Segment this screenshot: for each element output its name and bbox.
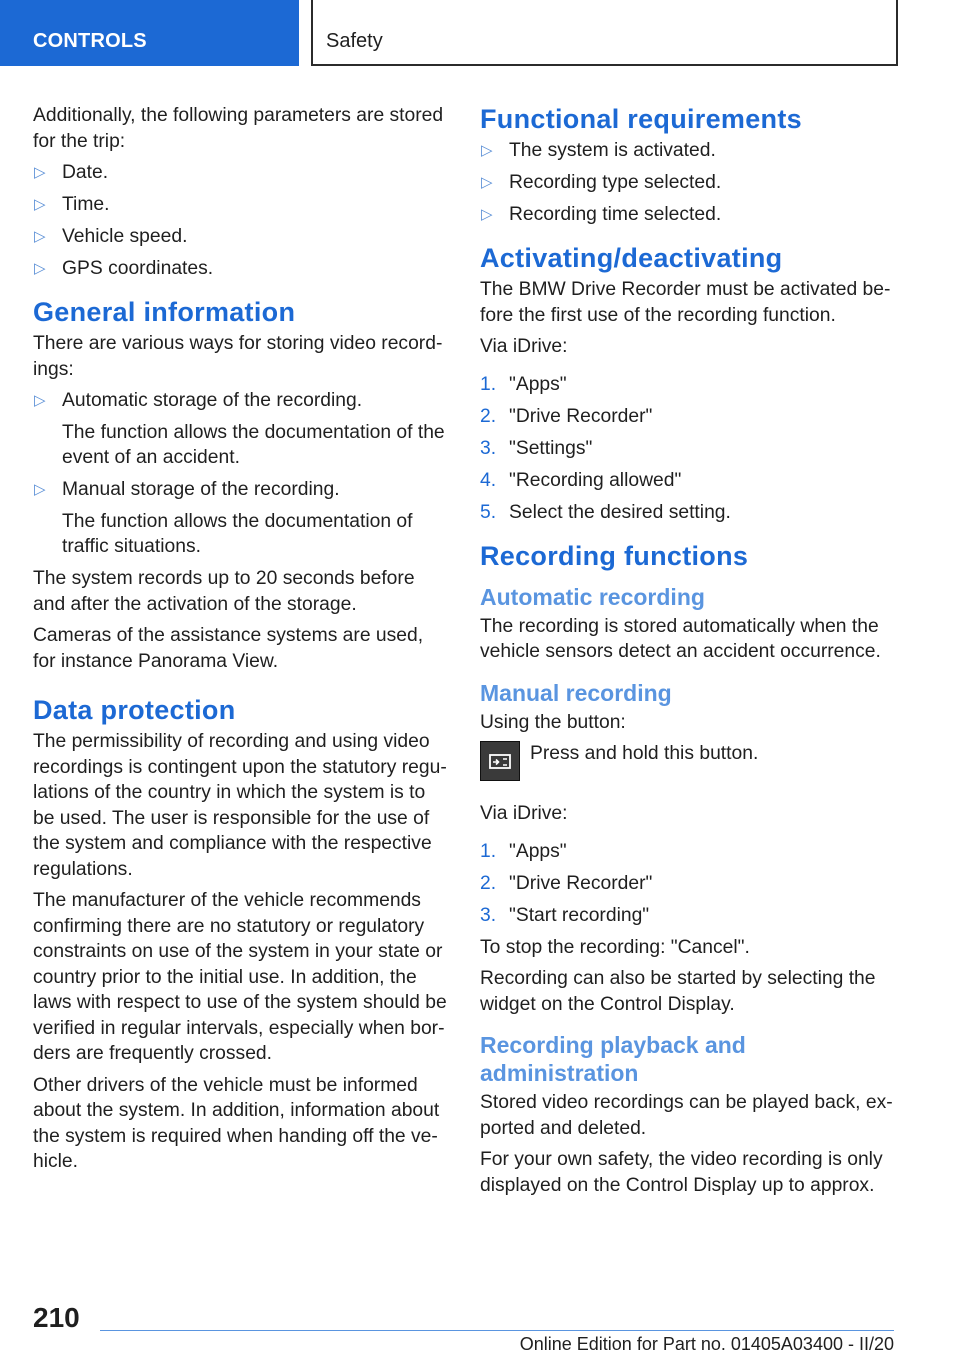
- list-item: 1. "Apps": [480, 373, 567, 395]
- triangle-bullet-icon: ▷: [34, 481, 46, 498]
- list-item: 5. Select the desired setting.: [480, 501, 731, 523]
- list-item: 2. "Drive Recorder": [480, 872, 653, 894]
- automatic-recording-heading: Automatic recording: [480, 583, 705, 610]
- via-idrive-label-2: Via iDrive:: [480, 803, 568, 824]
- right-column: [480, 103, 894, 1204]
- widget-paragraph: Recording can also be started by selecting the widget on the Control Display.: [480, 968, 876, 1015]
- playback-heading: Recording playback and administration: [480, 1032, 746, 1086]
- using-button-label: Using the button:: [480, 711, 626, 733]
- list-item: ▷ The system is activated.: [480, 138, 894, 164]
- recording-functions-heading: Recording functions: [480, 540, 749, 571]
- manual-recording-heading: Manual recording: [480, 679, 672, 706]
- requirements-list: [480, 138, 894, 228]
- list-item: ▷ Vehicle speed.: [33, 224, 448, 250]
- list-item: 2. "Drive Recorder": [480, 405, 653, 427]
- triangle-bullet-icon: ▷: [481, 206, 493, 223]
- page-header: [0, 0, 960, 66]
- data-protection-heading: Data protection: [33, 695, 236, 725]
- left-column: [33, 103, 448, 1181]
- list-item: 4. "Recording allowed": [480, 469, 682, 491]
- list-item: ▷ Recording type selected.: [480, 170, 894, 196]
- triangle-bullet-icon: ▷: [34, 164, 46, 181]
- protection-paragraph-1: The permissibility of recording and using video recordings is contingent upon the statutory regulations of the country in which the system is to be used. The user is responsible for the use of the system and compliance with the respective regulations.: [33, 731, 447, 880]
- triangle-bullet-icon: ▷: [34, 196, 46, 213]
- list-item: ▷ GPS coordinates.: [33, 256, 448, 282]
- record-button-icon: [480, 741, 520, 781]
- intro-paragraph: Additionally, the following parameters are stored for the trip:: [33, 105, 444, 152]
- automatic-paragraph: The recording is stored automatically when the vehicle sensors detect an accident occurrence.: [480, 615, 881, 662]
- footer-divider: [100, 1330, 894, 1331]
- list-item: 3. "Start recording": [480, 904, 650, 926]
- storage-method-list: [33, 388, 448, 560]
- triangle-bullet-icon: ▷: [34, 392, 46, 409]
- edition-footer: Online Edition for Part no. 01405A03400 - II/20: [519, 1334, 894, 1354]
- chapter-box: [311, 0, 898, 66]
- activating-paragraph: The BMW Drive Recorder must be activated before the first use of the recording function.: [480, 279, 891, 326]
- triangle-bullet-icon: ▷: [481, 142, 493, 159]
- section-tab: [0, 0, 299, 66]
- triangle-bullet-icon: ▷: [481, 174, 493, 191]
- activation-steps: [480, 372, 894, 526]
- playback-paragraph-1: Stored video recordings can be played back, exported and deleted.: [480, 1092, 893, 1139]
- activating-heading: Activating/deactivating: [480, 243, 783, 273]
- stop-recording-paragraph: To stop the recording: "Cancel".: [480, 936, 750, 958]
- list-item: ▷ Time.: [33, 192, 448, 218]
- manual-steps: [480, 839, 894, 929]
- triangle-bullet-icon: ▷: [34, 260, 46, 277]
- general-intro: There are various ways for storing video recordings:: [33, 333, 443, 380]
- chapter-title: Safety: [326, 30, 383, 52]
- functional-requirements-heading: Functional requirements: [480, 104, 802, 134]
- general-paragraph-2: Cameras of the assistance systems are used, for instance Panorama View.: [33, 625, 424, 672]
- section-title: CONTROLS: [33, 30, 147, 52]
- list-item: 3. "Settings": [480, 437, 593, 459]
- page-number: 210: [33, 1302, 80, 1333]
- list-item: 1. "Apps": [480, 840, 567, 862]
- general-paragraph-1: The system records up to 20 seconds before and after the activation of the storage.: [33, 568, 415, 615]
- button-instruction-text: Press and hold this button.: [530, 743, 759, 764]
- via-idrive-label: Via iDrive:: [480, 336, 568, 357]
- playback-paragraph-2: For your own safety, the video recording is only displayed on the Control Display up to approx.: [480, 1149, 883, 1196]
- protection-paragraph-3: Other drivers of the vehicle must be informed about the system. In addition, information about the system is required when handing off the vehicle.: [33, 1074, 440, 1172]
- list-item: ▷ Manual storage of the recording. The function allows the documentation of traffic situations.: [34, 479, 413, 557]
- general-information-heading: General information: [33, 297, 296, 327]
- button-instruction: [480, 741, 894, 785]
- triangle-bullet-icon: ▷: [34, 228, 46, 245]
- list-item: ▷ Automatic storage of the recording. The function allows the documentation of the event of an accident.: [34, 390, 445, 468]
- list-item: ▷ Date.: [33, 160, 448, 186]
- list-item: ▷ Recording time selected.: [480, 202, 894, 228]
- trip-parameter-list: [33, 160, 448, 282]
- protection-paragraph-2: The manufacturer of the vehicle recommends confirming there are no statutory or regulatory constraints on use of the system in your state or country prior to the initial use. In addition, the laws with respect to use of the system should be verified in regular intervals, especially when borders are frequently crossed.: [33, 890, 447, 1064]
